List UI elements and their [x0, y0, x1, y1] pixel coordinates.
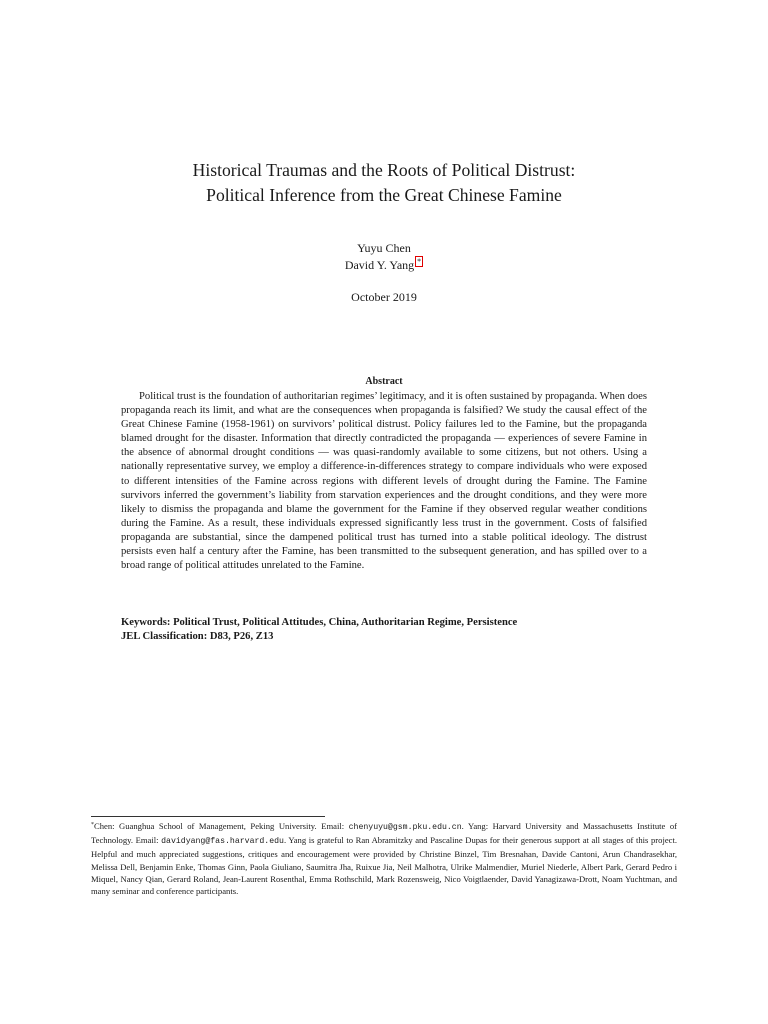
publication-date: October 2019	[351, 290, 417, 304]
footnote-text: . Yang: Harvard University and Massachusetts Institute of Technology. Email:	[91, 821, 677, 846]
title-line-1: Historical Traumas and the Roots of Political Distrust:	[192, 160, 576, 180]
footnote-link[interactable]: *	[417, 257, 422, 266]
author-block	[0, 240, 768, 273]
author-name: Yuyu Chen	[357, 241, 411, 255]
paper-title	[0, 158, 768, 208]
footnote-text: Chen: Guanghua School of Management, Peking University. Email:	[94, 821, 349, 831]
abstract-text: Political trust is the foundation of authoritarian regimes’ legitimacy, and it is often sustained by propaganda. When does propaganda reach its limit, and what are the consequences when propaganda is falsified? We study the causal effect of the Great Chinese Famine (1958-1961) on survivors’ political distrust. Policy failures led to the Famine, but the propaganda blamed drought for the disaster. Information that directly contradicted the propaganda — experiences of severe Famine in the absence of abnormal drought conditions — was quasi-randomly available to some citizens, but not others. Using a nationally representative survey, we employ a difference-in-differences strategy to compare individuals who were exposed to different intensities of the Famine across regions with different levels of drought during the Famine. The Famine survivors inferred the government’s liability from starvation experiences and the drought conditions, and they were more likely to dismiss the propaganda and blame the government for the Famine if they observed regular weather conditions during the Famine. As a result, these individuals expressed significantly less trust in the government. Costs of falsified propaganda are substantial, since the dampened political trust has turned into a stable political ideology. The distrust persists even half a century after the Famine, has been transmitted to the subsequent generation, and has spilled over to a broad range of political attitudes unrelated to the Famine.	[121, 391, 647, 572]
author-name-with-footnote	[0, 256, 768, 273]
footnote-text: . Yang is grateful to Ran Abramitzky and Pascaline Dupas for their generous support at all stages of this project. Helpful and much appreciated suggestions, critiques and encouragement were provided by Christine Binzel, Tim Bresnahan, Davide Cantoni, Arun Chandrasekhar, Melissa Dell, Benjamin Enke, Thomas Ginn, Paola Giuliano, Saumitra Jha, Ruixue Jia, Neil Malhotra, Ulrike Malmendier, Muriel Niederle, Albert Park, Gerard Pedro i Miquel, Nancy Qian, Gerard Roland, Jean-Laurent Rosenthal, Emma Rothschild, Mark Rozensweig, Nico Voigtlaender, David Yanagizawa-Drott, Noam Yuchtman, and many seminar and conference participants.	[91, 835, 677, 897]
title-line-2: Political Inference from the Great Chinese Famine	[206, 185, 562, 205]
keywords-line: Keywords: Political Trust, Political Attitudes, China, Authoritarian Regime, Persistence	[121, 617, 518, 628]
footnote-mark: *	[91, 822, 94, 828]
author-name: David Y. Yang	[344, 258, 415, 272]
footnote-divider	[91, 816, 325, 817]
author-footnote	[91, 819, 677, 897]
keywords-block	[121, 616, 647, 644]
email-link[interactable]: chenyuyu@gsm.pku.edu.cn	[348, 823, 462, 832]
abstract-heading: Abstract	[365, 376, 403, 387]
email-link[interactable]: davidyang@fas.harvard.edu	[161, 837, 284, 847]
jel-classification-line: JEL Classification: D83, P26, Z13	[121, 631, 274, 642]
